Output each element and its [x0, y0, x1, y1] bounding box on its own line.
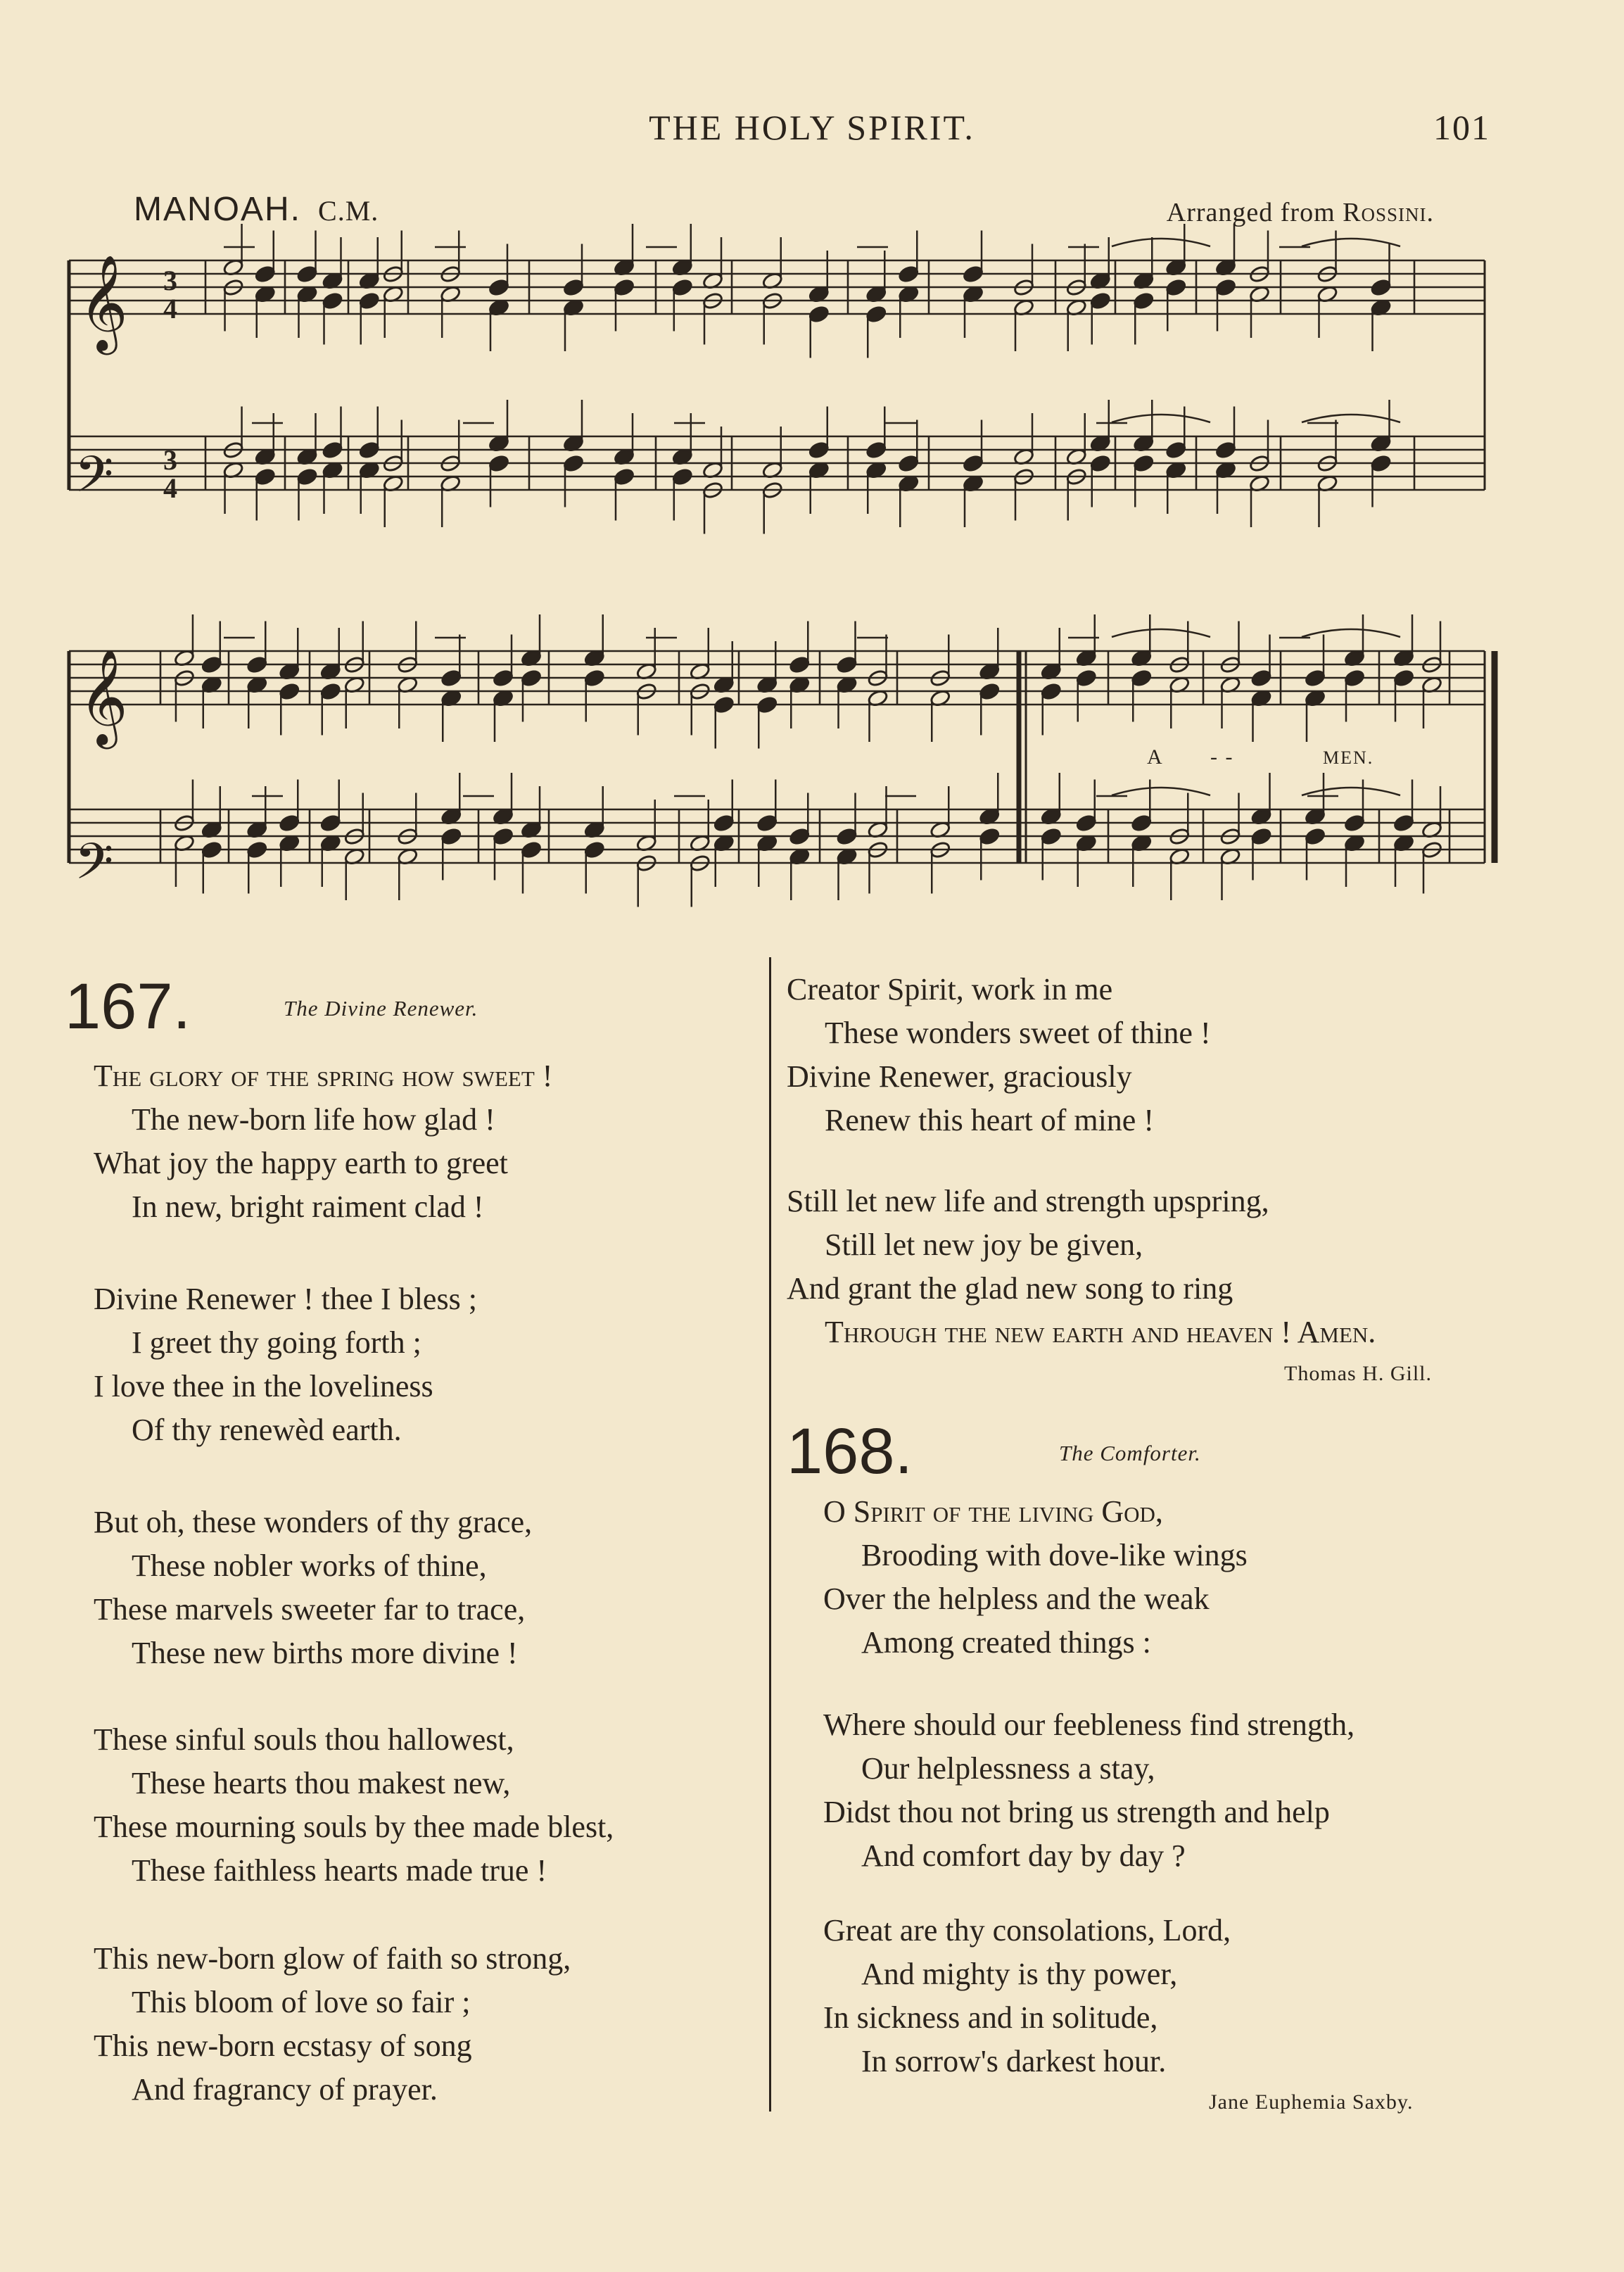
verse-line: Among created things : [861, 1625, 1151, 1660]
verse-line: And fragrancy of prayer. [132, 2072, 438, 2107]
verse-line [823, 1490, 1248, 1534]
stanza [823, 1490, 1248, 1665]
verse-line: And grant the glad new song to ring [787, 1271, 1233, 1306]
time-signature-bottom: 4 [163, 472, 177, 504]
verse-line: These wonders sweet of thine ! [825, 1016, 1211, 1050]
verse-line: Great are thy consolations, Lord, [823, 1913, 1231, 1948]
hymn-number: 168. [787, 1415, 913, 1487]
verse-line: These hearts thou makest new, [132, 1766, 511, 1800]
verse-line: And comfort day by day ? [861, 1838, 1186, 1873]
verse-line: And mighty is thy power, [861, 1957, 1178, 1991]
stanza [94, 1718, 614, 1893]
stanza [787, 1180, 1376, 1354]
verse-line: Where should our feebleness find strength, [823, 1708, 1355, 1742]
hymn-title: The Divine Renewer. [284, 996, 478, 1021]
verse-line: I greet thy going forth ; [132, 1325, 421, 1360]
verse-line: In sorrow's darkest hour. [861, 2044, 1167, 2078]
stanza [823, 1703, 1355, 1878]
verse-line: These nobler works of thine, [132, 1548, 487, 1583]
amen-dashes: - - [1210, 745, 1234, 769]
verse-line: Over the helpless and the weak [823, 1582, 1210, 1616]
verse-line: Renew this heart of mine ! [825, 1103, 1154, 1137]
staff-lines [69, 247, 1485, 863]
hymn-author: Jane Euphemia Saxby. [1209, 2090, 1414, 2114]
time-signature-bottom: 4 [163, 293, 177, 324]
bass-clef-icon: 𝄢 [75, 833, 114, 903]
treble-clef-icon: 𝄞 [79, 253, 128, 351]
verse-line: Divine Renewer ! thee I bless ; [94, 1282, 477, 1316]
column-divider [769, 957, 771, 2112]
notes [174, 224, 1443, 907]
tune-meter: C.M. [318, 195, 379, 227]
verse-line: What joy the happy earth to greet [94, 1146, 508, 1180]
arranger-prefix: Arranged from [1166, 198, 1336, 227]
tune-name: MANOAH. [134, 191, 302, 228]
verse-line: This new-born glow of faith so strong, [94, 1941, 571, 1976]
stanza [94, 1277, 477, 1452]
verse-line: Of thy renewèd earth. [132, 1413, 402, 1447]
treble-clef-icon: 𝄞 [79, 648, 128, 745]
arranger-name: Rossini. [1343, 198, 1434, 227]
stanza [787, 968, 1211, 1142]
verse-line: Our helplessness a stay, [861, 1751, 1155, 1786]
verse-line: Divine Renewer, graciously [787, 1059, 1132, 1094]
hymn-author: Thomas H. Gill. [1284, 1362, 1432, 1385]
verse-line [94, 1054, 552, 1098]
verse-line: But oh, these wonders of thy grace, [94, 1505, 533, 1539]
verse-line: These mourning souls by thee made blest, [94, 1810, 614, 1844]
verse-line: These new births more divine ! [132, 1636, 518, 1670]
stanza [94, 1501, 532, 1675]
verse-line: Didst thou not bring us strength and help [823, 1795, 1330, 1829]
stanza [94, 1937, 571, 2112]
verse-line: These marvels sweeter far to trace, [94, 1592, 526, 1627]
bass-clef-icon: 𝄢 [75, 446, 114, 516]
clefs [75, 253, 128, 903]
verse-line-text: The glory of the spring how sweet ! [94, 1059, 553, 1093]
verse-line: Still let new life and strength upspring, [787, 1184, 1269, 1218]
hymn-number: 167. [65, 971, 191, 1042]
verse-line-text: O Spirit of the living God, [823, 1494, 1163, 1529]
verse-line: The new-born life how glad ! [132, 1102, 495, 1137]
time-signature-top: 3 [163, 444, 177, 476]
amen-syllable-a: A [1147, 745, 1164, 769]
time-signature-top: 3 [163, 265, 177, 296]
verse-line: Still let new joy be given, [825, 1227, 1143, 1262]
verse-line: This new-born ecstasy of song [94, 2028, 472, 2063]
verse-line [787, 1311, 1376, 1354]
verse-line: Creator Spirit, work in me [787, 972, 1113, 1006]
verse-line: These faithless hearts made true ! [132, 1853, 547, 1888]
page-number: 101 [1433, 108, 1490, 147]
verse-line-text: Through the new earth and heaven ! Amen. [825, 1315, 1376, 1349]
verse-line: These sinful souls thou hallowest, [94, 1722, 514, 1757]
running-head: THE HOLY SPIRIT. [649, 108, 975, 147]
stanza [94, 1054, 552, 1229]
verse-line: This bloom of love so fair ; [132, 1985, 471, 2019]
verse-line: Brooding with dove-like wings [861, 1538, 1248, 1572]
verse-line: I love thee in the loveliness [94, 1369, 433, 1403]
barlines [69, 260, 1495, 863]
music-score [0, 0, 1624, 915]
hymn-title: The Comforter. [1059, 1441, 1201, 1465]
amen-syllable-men: MEN. [1323, 747, 1374, 768]
verse-line: In sickness and in solitude, [823, 2000, 1158, 2035]
stanza [823, 1909, 1231, 2083]
verse-line: In new, bright raiment clad ! [132, 1189, 484, 1224]
